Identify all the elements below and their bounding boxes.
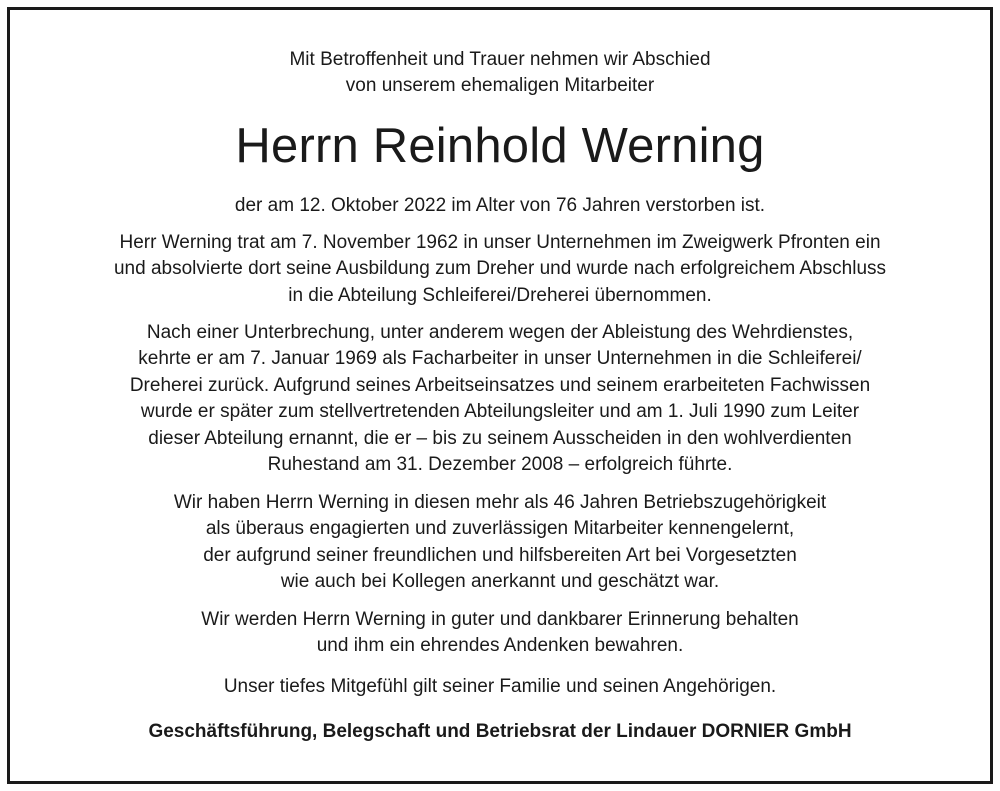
text-line: Dreherei zurück. Aufgrund seines Arbeitseinsatzes und seinem erarbeiteten Fachwissen <box>129 374 871 396</box>
text-line: Nach einer Unterbrechung, unter anderem wegen der Ableistung des Wehrdienstes, <box>146 322 854 343</box>
text-line: dieser Abteilung ernannt, die er – bis zu seinem Ausscheiden in den wohlverdienten <box>148 427 852 449</box>
death-date-line <box>0 193 1000 219</box>
text-line: der am 12. Oktober 2022 im Alter von 76 Jahren verstorben ist. <box>234 195 766 216</box>
intro-text <box>0 47 1000 99</box>
text-line: der aufgrund seiner freundlichen und hilfsbereiten Art bei Vorgesetzten <box>203 544 797 566</box>
career-history-paragraph <box>0 320 1000 478</box>
text-line: kehrte er am 7. Januar 1969 als Facharbeiter in unser Unternehmen in die Schleiferei/ <box>138 348 862 370</box>
condolence-paragraph <box>0 674 1000 700</box>
text-line: in die Abteilung Schleiferei/Dreherei übernommen. <box>288 284 712 306</box>
text-line: Herr Werning trat am 7. November 1962 in unser Unternehmen im Zweigwerk Pfronten ein <box>119 232 881 253</box>
appreciation-paragraph <box>0 490 1000 596</box>
intro-line: Mit Betroffenheit und Trauer nehmen wir Abschied <box>289 49 711 70</box>
remembrance-paragraph <box>0 607 1000 660</box>
text-line: Wir werden Herrn Werning in guter und dankbarer Erinnerung behalten <box>201 609 799 630</box>
text-line: Wir haben Herrn Werning in diesen mehr als 46 Jahren Betriebszugehörigkeit <box>173 492 827 513</box>
text-line: und absolvierte dort seine Ausbildung zum Dreher und wurde nach erfolgreichem Abschluss <box>113 258 887 280</box>
intro-line: von unserem ehemaligen Mitarbeiter <box>345 75 655 96</box>
text-line: Unser tiefes Mitgefühl gilt seiner Familie und seinen Angehörigen. <box>223 676 777 697</box>
signature-line: Geschäftsführung, Belegschaft und Betriebsrat der Lindauer DORNIER GmbH <box>148 721 852 742</box>
text-line: Ruhestand am 31. Dezember 2008 – erfolgreich führte. <box>267 454 733 476</box>
text-line: wurde er später zum stellvertretenden Abteilungsleiter und am 1. Juli 1990 zum Leiter <box>140 401 860 423</box>
text-line: als überaus engagierten und zuverlässigen Mitarbeiter kennengelernt, <box>205 518 795 540</box>
deceased-name: Herrn Reinhold Werning <box>235 119 765 173</box>
text-line: und ihm ein ehrendes Andenken bewahren. <box>316 635 684 657</box>
text-line: wie auch bei Kollegen anerkannt und geschätzt war. <box>280 571 720 593</box>
career-start-paragraph <box>0 230 1000 309</box>
